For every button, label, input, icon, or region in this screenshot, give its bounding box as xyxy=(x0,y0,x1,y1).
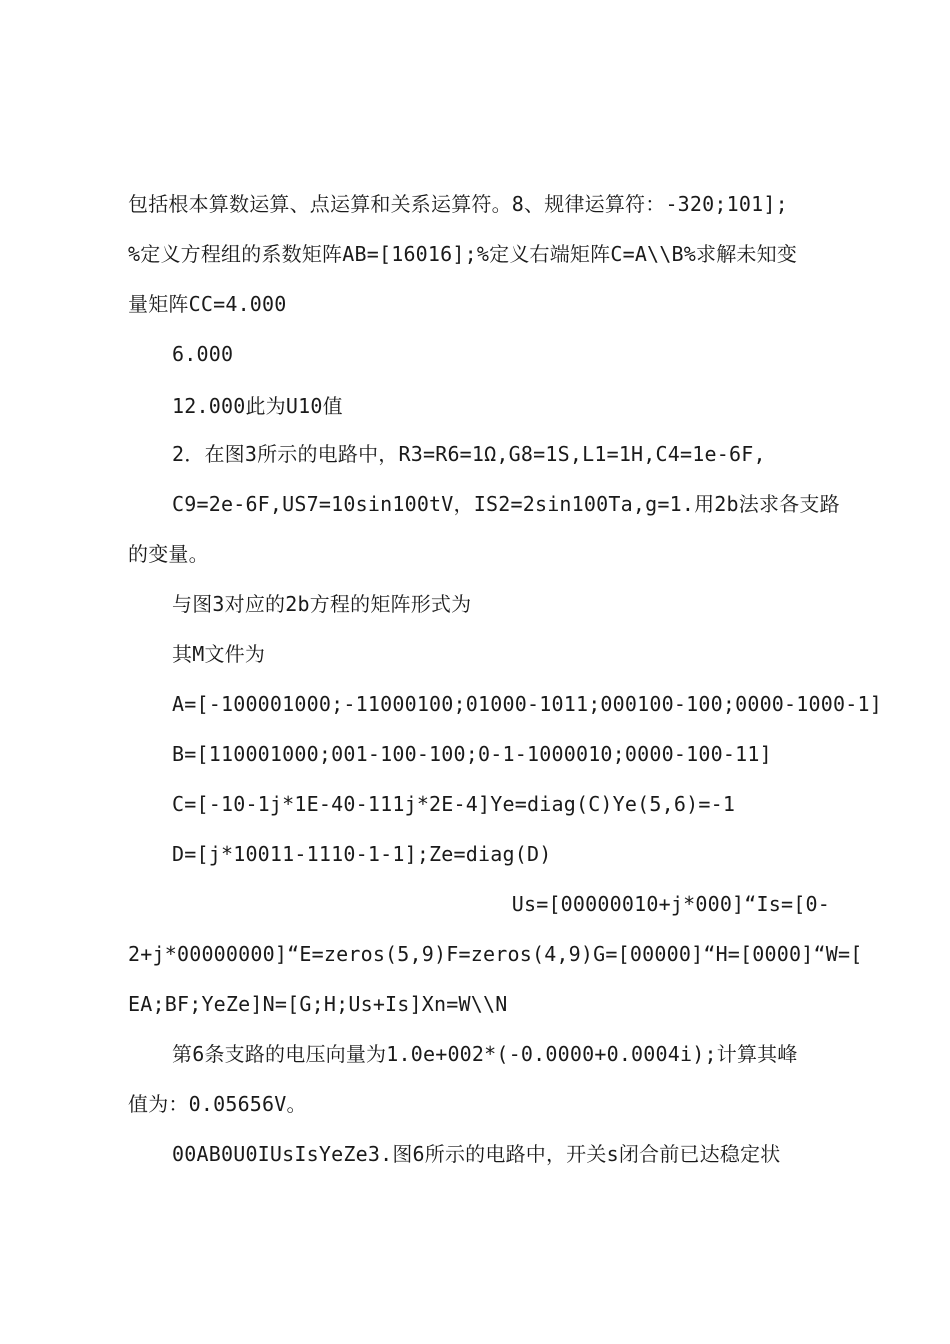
text-line-6: 2．在图3所示的电路中，R3=R6=1Ω,G8=1S,L1=1H,C4=1e-6F, xyxy=(172,442,766,466)
text-line-5: 12.000此为U10值 xyxy=(172,394,343,418)
text-line-7: C9=2e-6F,US7=10sin100tV，IS2=2sin100Ta,g=1.用2b法求各支路 xyxy=(172,492,840,516)
text-line-20: 00AB0U0IUsIsYeZe3.图6所示的电路中，开关s闭合前已达稳定状 xyxy=(172,1142,781,1166)
text-line-16: 2+j*00000000]“E=zeros(5,9)F=zeros(4,9)G=[00000]“H=[0000]“W=[ xyxy=(128,942,863,966)
text-line-3: 量矩阵CC=4.000 xyxy=(128,292,287,316)
text-line-19: 值为：0.05656V。 xyxy=(128,1092,307,1116)
text-line-2: %定义方程组的系数矩阵AB=[16016];%定义右端矩阵C=A\\B%求解未知变 xyxy=(128,242,798,266)
text-line-8: 的变量。 xyxy=(128,542,209,566)
text-line-1: 包括根本算数运算、点运算和关系运算符。8、规律运算符：-320;101]; xyxy=(128,192,788,216)
text-line-4: 6.000 xyxy=(172,342,234,366)
text-line-11: A=[-100001000;-11000100;01000-1011;000100-100;0000-1000-1] xyxy=(172,692,882,716)
text-line-12: B=[110001000;001-100-100;0-1-1000010;0000-100-11] xyxy=(172,742,772,766)
text-line-13: C=[-10-1j*1E-40-111j*2E-4]Ye=diag(C)Ye(5,6)=-1 xyxy=(172,792,736,816)
text-line-15: Us=[00000010+j*000]“Is=[0- xyxy=(511,892,830,916)
text-line-18: 第6条支路的电压向量为1.0e+002*(-0.0000+0.0004i);计算其峰 xyxy=(172,1042,798,1066)
text-line-10: 其M文件为 xyxy=(172,642,266,666)
text-line-14: D=[j*10011-1110-1-1];Ze=diag(D) xyxy=(172,842,552,866)
text-line-17: EA;BF;YeZe]N=[G;H;Us+Is]Xn=W\\N xyxy=(128,992,508,1016)
text-line-9: 与图3对应的2b方程的矩阵形式为 xyxy=(172,592,472,616)
